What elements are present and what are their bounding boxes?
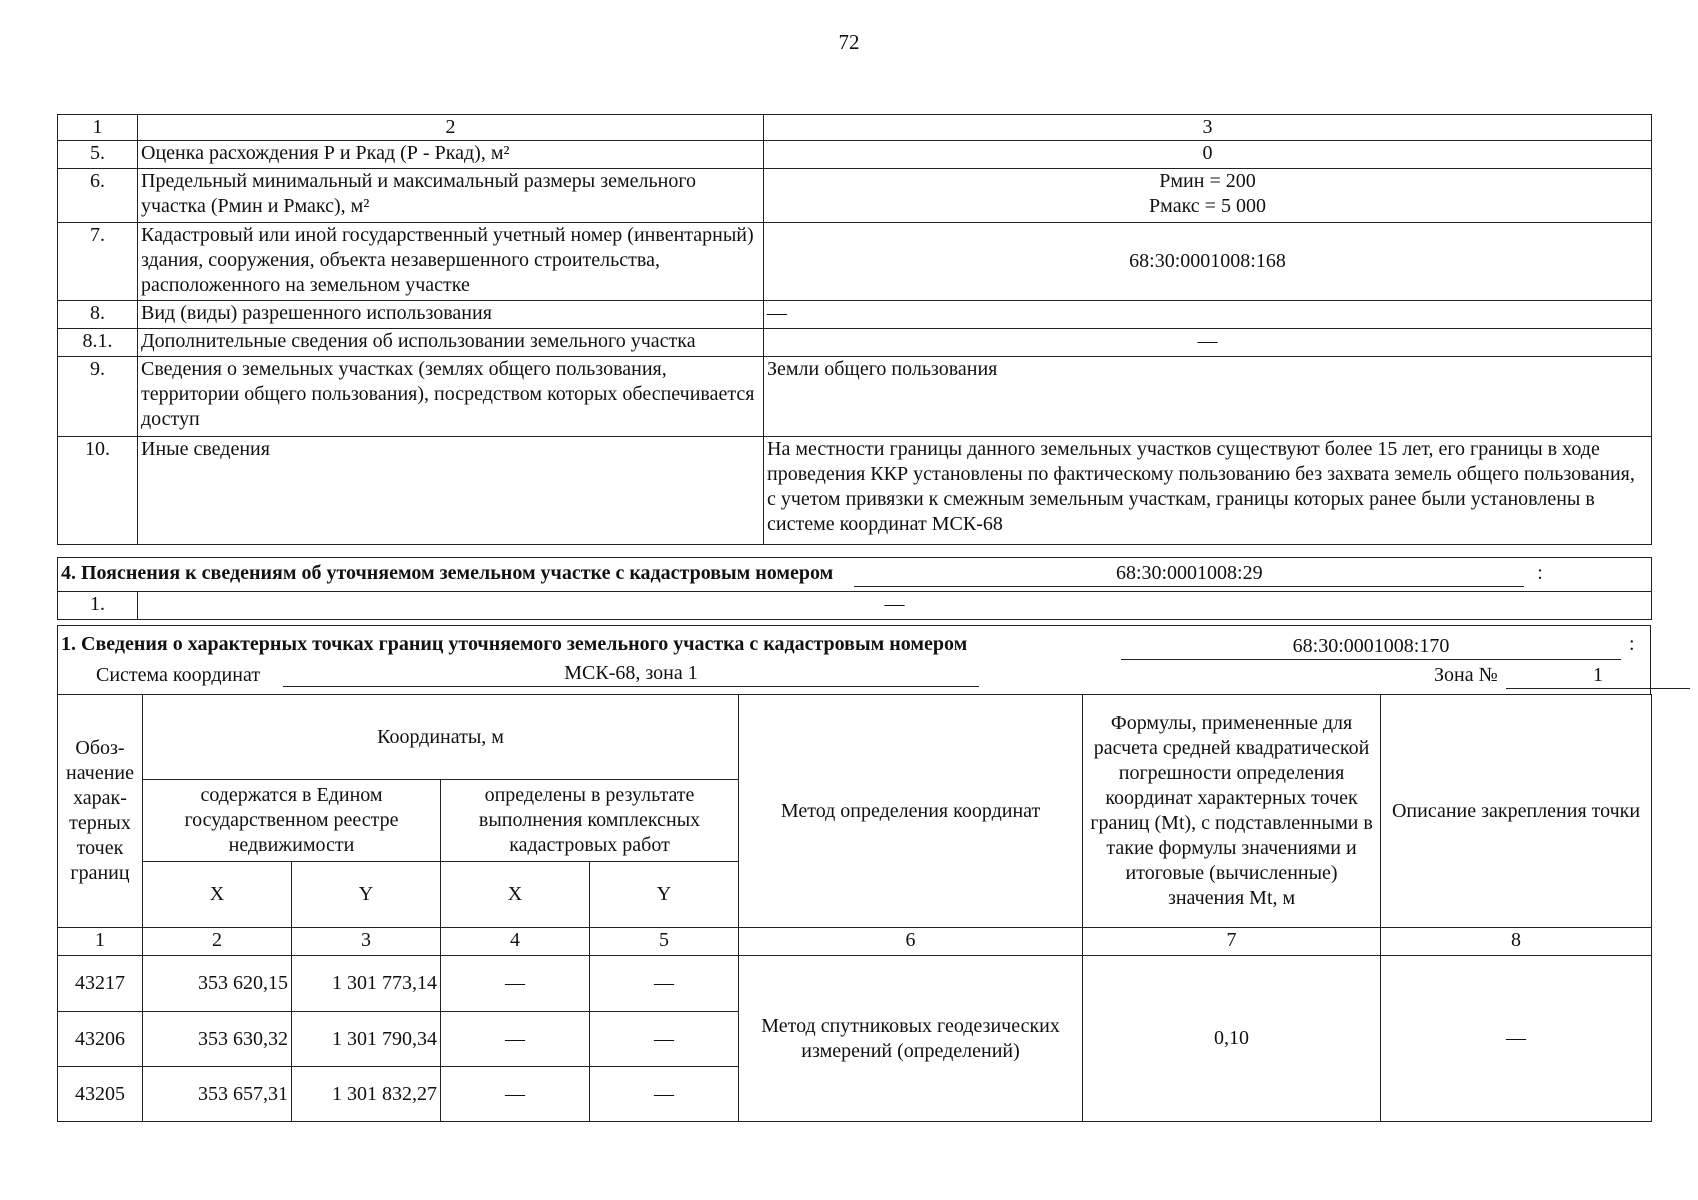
column-number: 5 bbox=[590, 928, 739, 956]
row-value: Земли общего пользования bbox=[764, 357, 1652, 437]
min-size: Рмин = 200 bbox=[1159, 170, 1256, 192]
point-x2: — bbox=[441, 956, 590, 1012]
designation-header-text: Обоз- начение харак- терных точек границ bbox=[66, 737, 134, 884]
column-number: 6 bbox=[739, 928, 1083, 956]
point-y2: — bbox=[590, 1067, 739, 1122]
row-label: Сведения о земельных участках (землях общего пользования, территории общего пользования), посредством которых обеспечивается доступ bbox=[138, 357, 764, 437]
row-number: 8. bbox=[58, 301, 138, 329]
table-row bbox=[58, 141, 1652, 169]
row-number: 1. bbox=[58, 592, 138, 620]
column-number-row bbox=[58, 928, 1652, 956]
header-row bbox=[58, 115, 1652, 141]
header-cell: 3 bbox=[764, 115, 1652, 141]
point-y2: — bbox=[590, 956, 739, 1012]
description-value: — bbox=[1381, 956, 1652, 1122]
section4-table bbox=[57, 557, 1652, 620]
point-x2: — bbox=[441, 1067, 590, 1122]
formula-header: Формулы, примененные для расчета средней квадратической погрешности определения координат характерных точек границ (Mt), с подставленными в такие формулы значениями и итоговые (вычисленные) значения Mt, м bbox=[1083, 695, 1381, 928]
coordinates-header: Координаты, м bbox=[143, 695, 739, 780]
section4-title: 4. Пояснения к сведениям об уточняемом земельном участке с кадастровым номером bbox=[61, 562, 834, 584]
point-id: 43206 bbox=[58, 1012, 143, 1067]
point-x2: — bbox=[441, 1012, 590, 1067]
table-row bbox=[58, 301, 1652, 329]
point-x: 353 620,15 bbox=[143, 956, 292, 1012]
method-value: Метод спутниковых геодезических измерений (определений) bbox=[739, 956, 1083, 1122]
page-number: 72 bbox=[838, 30, 860, 54]
table-row bbox=[58, 329, 1652, 357]
designation-header bbox=[58, 695, 143, 928]
section1-colon: : bbox=[1629, 633, 1635, 655]
point-x: 353 630,32 bbox=[143, 1012, 292, 1067]
section1-cadastral: 68:30:0001008:170 bbox=[1121, 634, 1621, 660]
section1-title-line bbox=[61, 632, 1651, 657]
row-number: 6. bbox=[58, 169, 138, 223]
row-number: 9. bbox=[58, 357, 138, 437]
header-cell: 1 bbox=[58, 115, 138, 141]
table-row bbox=[58, 956, 1652, 1012]
section4-header-row bbox=[58, 558, 1652, 592]
parcel-info-table bbox=[57, 114, 1652, 545]
point-y2: — bbox=[590, 1012, 739, 1067]
section4-colon: : bbox=[1537, 562, 1543, 584]
coord-system-line bbox=[96, 663, 1646, 688]
x-header: X bbox=[143, 862, 292, 928]
row-value: — bbox=[138, 592, 1652, 620]
row-number: 5. bbox=[58, 141, 138, 169]
coord-system-value: МСК-68, зона 1 bbox=[283, 661, 979, 687]
row-value: — bbox=[764, 301, 1652, 329]
egrn-header: содержатся в Едином государственном реестре недвижимости bbox=[143, 780, 441, 862]
section1-title: 1. Сведения о характерных точках границ уточняемого земельного участка с кадастровым номером bbox=[61, 633, 968, 655]
section4-cadastral: 68:30:0001008:29 bbox=[854, 561, 1524, 587]
column-number: 4 bbox=[441, 928, 590, 956]
column-number: 3 bbox=[292, 928, 441, 956]
coord-system-label: Система координат bbox=[96, 664, 261, 686]
method-header: Метод определения координат bbox=[739, 695, 1083, 928]
row-label: Дополнительные сведения об использовании земельного участка bbox=[138, 329, 764, 357]
row-label: Предельный минимальный и максимальный размеры земельного участка (Рмин и Рмакс), м² bbox=[138, 169, 764, 223]
row-label: Кадастровый или иной государственный учетный номер (инвентарный) здания, сооружения, объекта незавершенного строительства, расположенного на земельном участке bbox=[138, 223, 764, 301]
header-cell: 2 bbox=[138, 115, 764, 141]
row-value: 68:30:0001008:168 bbox=[764, 223, 1652, 301]
zone-label: Зона № bbox=[1434, 664, 1498, 686]
row-label: Оценка расхождения Р и Ркад (Р - Ркад), м² bbox=[138, 141, 764, 169]
point-y: 1 301 790,34 bbox=[292, 1012, 441, 1067]
kkr-header: определены в результате выполнения комплексных кадастровых работ bbox=[441, 780, 739, 862]
description-header: Описание закрепления точки bbox=[1381, 695, 1652, 928]
mt-value: 0,10 bbox=[1083, 956, 1381, 1122]
row-number: 10. bbox=[58, 437, 138, 545]
row-value: 0 bbox=[764, 141, 1652, 169]
column-number: 7 bbox=[1083, 928, 1381, 956]
row-number: 8.1. bbox=[58, 329, 138, 357]
section1-header bbox=[57, 625, 1651, 695]
column-number: 1 bbox=[58, 928, 143, 956]
point-id: 43205 bbox=[58, 1067, 143, 1122]
point-id: 43217 bbox=[58, 956, 143, 1012]
point-x: 353 657,31 bbox=[143, 1067, 292, 1122]
header-row bbox=[58, 695, 1652, 780]
zone-value: 1 bbox=[1506, 663, 1690, 689]
table-row bbox=[58, 357, 1652, 437]
table-row bbox=[58, 592, 1652, 620]
row-label: Иные сведения bbox=[138, 437, 764, 545]
row-value: — bbox=[764, 329, 1652, 357]
table-row bbox=[58, 169, 1652, 223]
column-number: 8 bbox=[1381, 928, 1652, 956]
point-y: 1 301 773,14 bbox=[292, 956, 441, 1012]
table-row bbox=[58, 223, 1652, 301]
row-number: 7. bbox=[58, 223, 138, 301]
max-size: Рмакс = 5 000 bbox=[1149, 195, 1266, 217]
x-header: X bbox=[441, 862, 590, 928]
row-value: На местности границы данного земельных участков существуют более 15 лет, его границы в ходе проведения ККР установлены по фактическому пользованию без захвата земель общего пользования, с учетом привязки к смежным земельным участкам, границы которых ранее были установлены в системе координат МСК-68 bbox=[764, 437, 1652, 545]
y-header: Y bbox=[590, 862, 739, 928]
section4-header bbox=[58, 558, 1652, 592]
column-number: 2 bbox=[143, 928, 292, 956]
boundary-points-table bbox=[57, 694, 1652, 1122]
row-value bbox=[764, 169, 1652, 223]
y-header: Y bbox=[292, 862, 441, 928]
row-label: Вид (виды) разрешенного использования bbox=[138, 301, 764, 329]
point-y: 1 301 832,27 bbox=[292, 1067, 441, 1122]
table-row bbox=[58, 437, 1652, 545]
